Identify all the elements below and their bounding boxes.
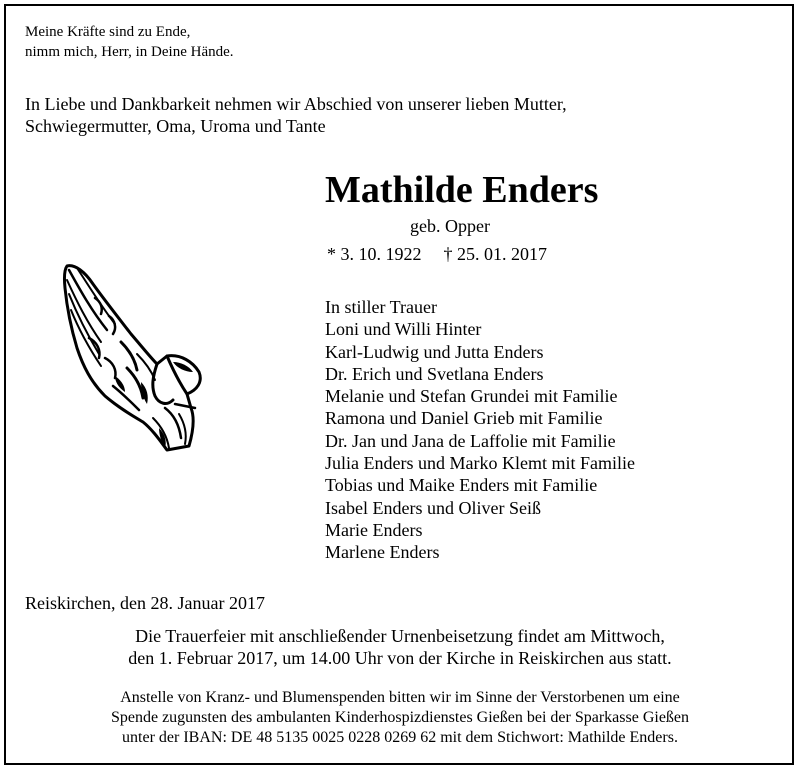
mourner-line: Julia Enders und Marko Klemt mit Familie — [325, 453, 635, 474]
donation-line: Spende zugunsten des ambulanten Kinderhospizdienstes Gießen bei der Sparkasse Gießen — [110, 709, 690, 726]
place-date: Reiskirchen, den 28. Januar 2017 — [25, 593, 265, 613]
donation-info — [0, 688, 800, 748]
verse — [25, 22, 234, 62]
intro-line: In Liebe und Dankbarkeit nehmen wir Abschied von unserer lieben Mutter, — [25, 94, 567, 114]
intro-text — [25, 93, 567, 137]
donation-line: unter der IBAN: DE 48 5135 0025 0228 0269 62 mit dem Stichwort: Mathilde Enders. — [122, 729, 678, 746]
mourner-line: Marie Enders — [325, 519, 423, 540]
mourner-line: Karl-Ludwig und Jutta Enders — [325, 341, 544, 362]
birth-date: * 3. 10. 1922 — [327, 244, 422, 264]
intro-line: Schwiegermutter, Oma, Uroma und Tante — [25, 116, 326, 136]
mourner-line: Loni und Willi Hinter — [325, 319, 482, 340]
mourner-line: Marlene Enders — [325, 542, 440, 563]
verse-line: nimm mich, Herr, in Deine Hände. — [25, 44, 234, 60]
service-info — [0, 625, 800, 669]
death-date: † 25. 01. 2017 — [443, 244, 547, 264]
service-line: Die Trauerfeier mit anschließender Urnenbeisetzung findet am Mittwoch, — [135, 626, 665, 646]
mourner-line: Dr. Jan und Jana de Laffolie mit Familie — [325, 430, 616, 451]
mourners-list — [325, 296, 635, 564]
service-line: den 1. Februar 2017, um 14.00 Uhr von der Kirche in Reiskirchen aus statt. — [128, 648, 672, 668]
praying-hands-icon — [55, 258, 205, 458]
mourner-line: Tobias und Maike Enders mit Familie — [325, 475, 598, 496]
birth-name: geb. Opper — [410, 216, 490, 236]
deceased-name: Mathilde Enders — [325, 169, 599, 211]
mourner-line: In stiller Trauer — [325, 297, 437, 317]
mourner-line: Ramona und Daniel Grieb mit Familie — [325, 408, 603, 429]
mourner-line: Dr. Erich und Svetlana Enders — [325, 363, 544, 384]
life-dates — [327, 243, 547, 265]
donation-line: Anstelle von Kranz- und Blumenspenden bitten wir im Sinne der Verstorbenen um eine — [120, 689, 680, 706]
mourner-line: Isabel Enders und Oliver Seiß — [325, 497, 541, 518]
mourner-line: Melanie und Stefan Grundei mit Familie — [325, 386, 618, 407]
verse-line: Meine Kräfte sind zu Ende, — [25, 24, 191, 40]
